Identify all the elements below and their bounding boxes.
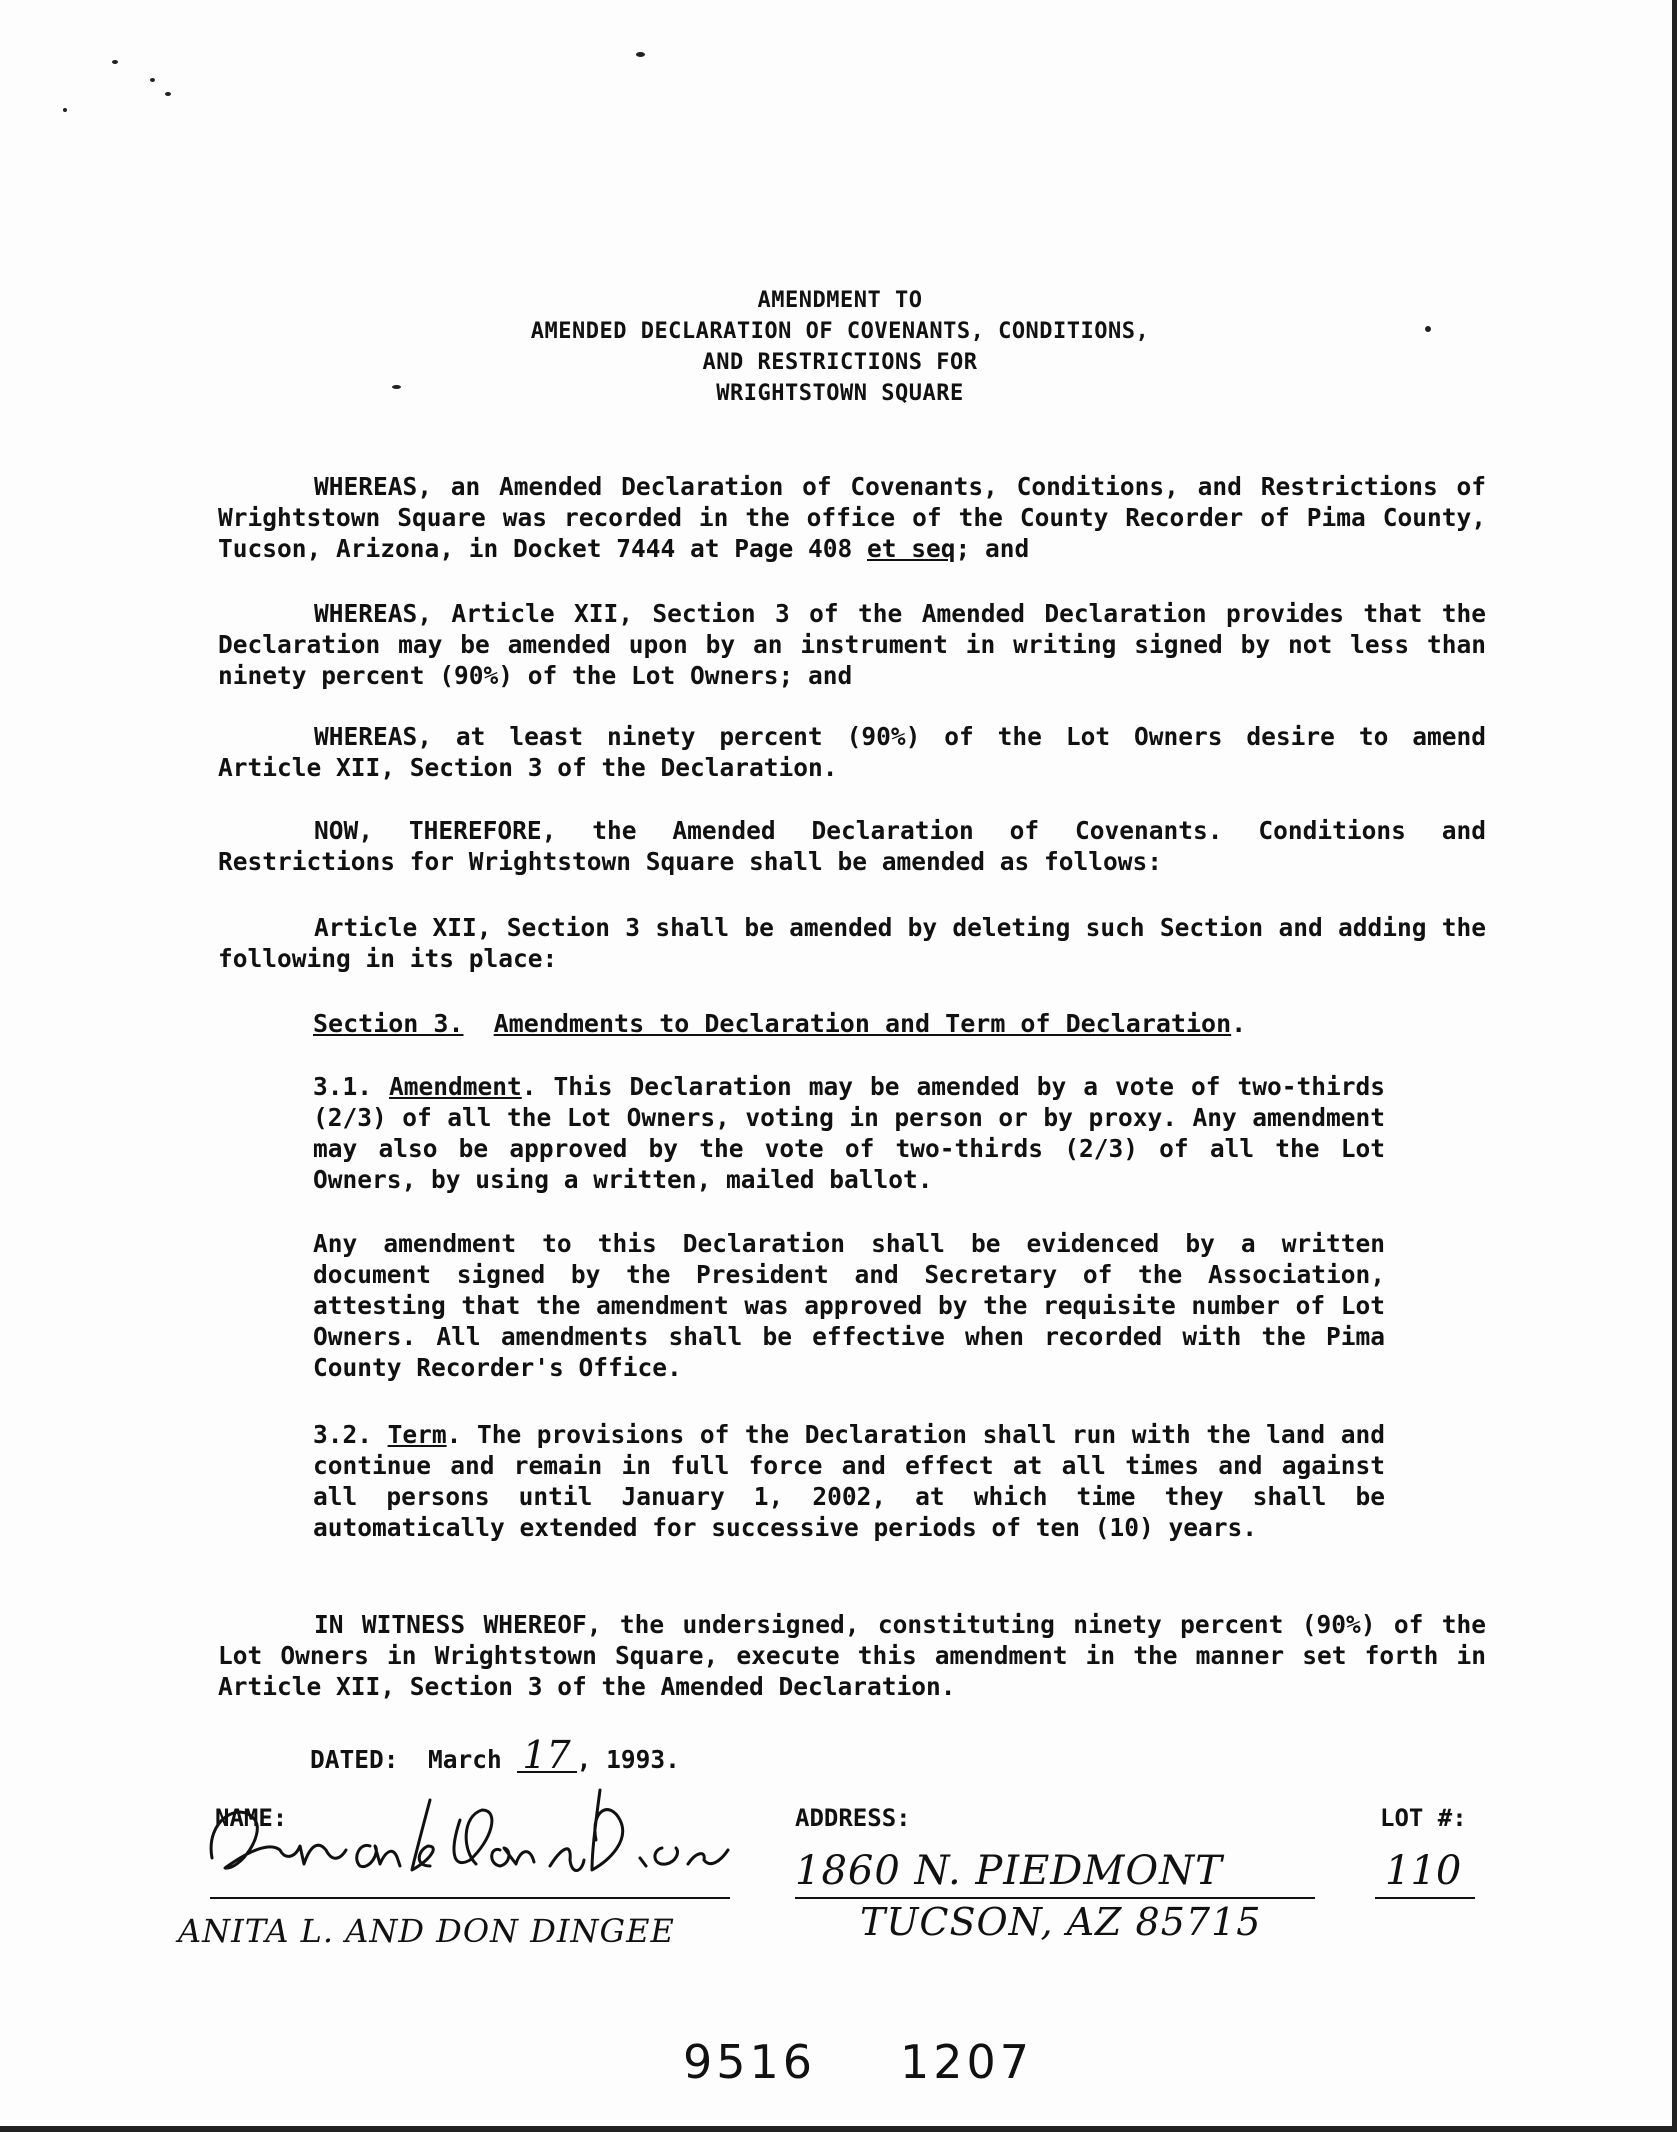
scan-speck <box>63 108 67 112</box>
scan-border-bottom <box>0 2126 1677 2132</box>
address-line <box>795 1897 1315 1899</box>
lot-number-handwritten: 110 <box>1385 1848 1462 1894</box>
paragraph-text: IN WITNESS WHEREOF, the undersigned, constituting ninety percent (90%) of the Lot Owners in Wrightstown Square, execute this amendment in the manner set forth in Article XII, Section 3 of the Amended Declaration. <box>218 1610 1486 1701</box>
subsection-text: . The provisions of the Declaration shall run with the land and continue and remain in full force and effect at all times and against all persons until January 1, 2002, at which time they shall be automatically extended for successive periods of ten (10) years. <box>313 1420 1385 1542</box>
section-3-heading <box>313 1008 1246 1039</box>
dated-year: , 1993. <box>576 1745 680 1774</box>
et-seq-text: et seq <box>867 534 956 563</box>
title-line: WRIGHTSTOWN SQUARE <box>716 381 964 406</box>
address-label: ADDRESS: <box>795 1804 911 1832</box>
whereas-paragraph-1 <box>218 471 1486 564</box>
address-line-1-handwritten: 1860 N. PIEDMONT <box>795 1848 1223 1894</box>
handwritten-signature <box>200 1780 740 1910</box>
witness-paragraph <box>218 1609 1486 1702</box>
section-title: Amendments to Declaration and Term of Declaration <box>493 1009 1232 1038</box>
whereas-paragraph-3 <box>218 721 1486 783</box>
paragraph-text: Article XII, Section 3 shall be amended by deleting such Section and adding the following in its place: <box>218 913 1486 973</box>
document-number-right: 1207 <box>900 2035 1034 2089</box>
title-line: AND RESTRICTIONS FOR <box>702 350 978 375</box>
document-number-left: 9516 <box>683 2035 817 2089</box>
paragraph-text: WHEREAS, Article XII, Section 3 of the Amended Declaration provides that the Declaration may be amended upon by an instrument in writing signed by not less than ninety percent (90%) of the Lot Owners; and <box>218 599 1486 690</box>
paragraph-text: ; and <box>955 534 1030 563</box>
scan-speck <box>112 60 118 64</box>
title-line: AMENDMENT TO <box>757 288 923 313</box>
section-3-1 <box>313 1071 1385 1195</box>
scan-speck <box>150 78 155 82</box>
paragraph-text: WHEREAS, an Amended Declaration of Covenants, Conditions, and Restrictions of Wrightstown Square was recorded in the office of the County Recorder of Pima County, Tucson, Arizona, in Docket 7444 at Page 408 <box>218 472 1486 563</box>
section-3-2 <box>313 1419 1385 1543</box>
now-therefore-paragraph <box>218 815 1486 877</box>
dated-day-handwritten: 17 <box>517 1740 577 1773</box>
subsection-heading: Term <box>387 1420 447 1449</box>
subsection-number: 3.2. <box>313 1420 388 1449</box>
subsection-text: Any amendment to this Declaration shall be evidenced by a written document signed by the President and Secretary of the Association, attesting that the amendment was approved by the requisite number of Lot Owners. All amendments shall be effective when recorded with the Pima County Recorder's Office. <box>313 1229 1385 1382</box>
name-signature-line <box>210 1897 730 1899</box>
scan-speck <box>636 52 645 57</box>
lot-label: LOT #: <box>1380 1804 1467 1832</box>
whereas-paragraph-2 <box>218 598 1486 691</box>
lot-line <box>1375 1897 1475 1899</box>
scan-speck <box>165 92 171 96</box>
dated-label: DATED: <box>310 1745 399 1774</box>
paragraph-text: NOW, THEREFORE, the Amended Declaration of Covenants. Conditions and Restrictions for Wrightstown Square shall be amended as follows: <box>218 816 1486 876</box>
dated-month: March <box>428 1745 502 1774</box>
dated-line <box>310 1733 680 1777</box>
section-3-1-continued <box>313 1228 1385 1383</box>
subsection-heading: Amendment <box>389 1072 522 1101</box>
name-label: NAME: <box>215 1804 288 1832</box>
title-line: AMENDED DECLARATION OF COVENANTS, CONDITIONS, <box>530 319 1150 344</box>
document-title <box>300 285 1380 409</box>
section-end: . <box>1231 1009 1247 1038</box>
printed-name-handwritten: ANITA L. AND DON DINGEE <box>178 1912 675 1950</box>
section-label: Section 3. <box>313 1009 464 1038</box>
scan-border-right <box>1672 0 1677 2132</box>
article-xii-paragraph <box>218 912 1486 974</box>
subsection-text: . This Declaration may be amended by a vote of two-thirds (2/3) of all the Lot Owners, voting in person or by proxy. Any amendment may also be approved by the vote of two-thirds (2/3) of all the Lot Owners, by using a written, mailed ballot. <box>313 1072 1385 1194</box>
address-line-2-handwritten: TUCSON, AZ 85715 <box>860 1900 1262 1944</box>
paragraph-text: WHEREAS, at least ninety percent (90%) of the Lot Owners desire to amend Article XII, Section 3 of the Declaration. <box>218 722 1486 782</box>
subsection-number: 3.1. <box>313 1072 389 1101</box>
scan-speck <box>1425 326 1431 332</box>
